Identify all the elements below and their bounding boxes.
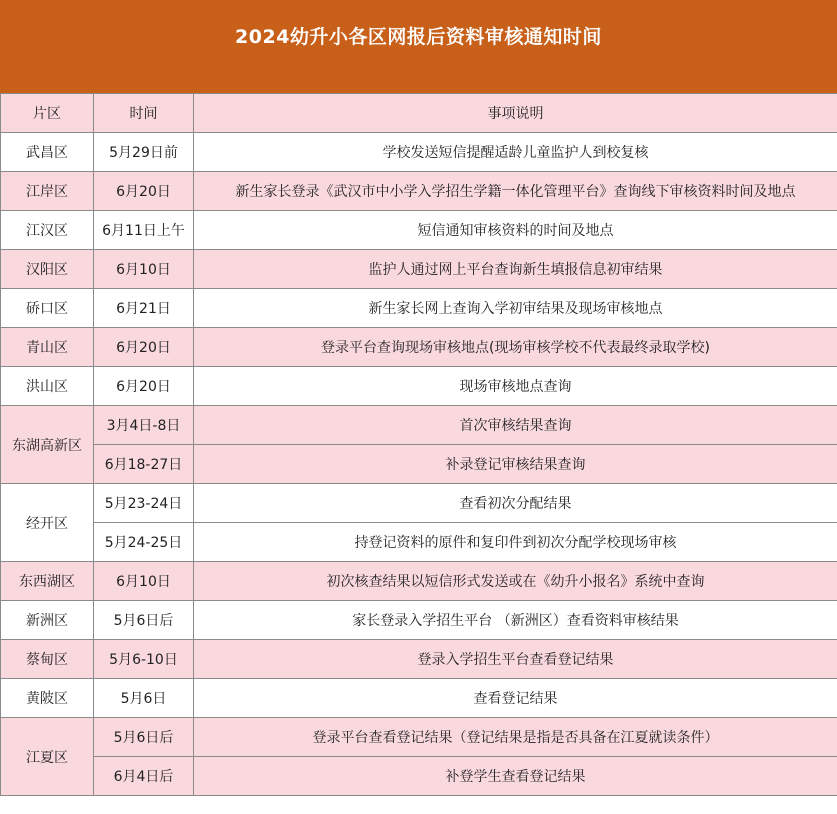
description-cell: 监护人通过网上平台查询新生填报信息初审结果 [194, 250, 837, 289]
description-cell: 短信通知审核资料的时间及地点 [194, 211, 837, 250]
time-cell: 6月11日上午 [94, 211, 194, 250]
table-row [1, 484, 837, 523]
description-cell: 新生家长登录《武汉市中小学入学招生学籍一体化管理平台》查询线下审核资料时间及地点 [194, 172, 837, 211]
description-cell: 首次审核结果查询 [194, 406, 837, 445]
table-row [1, 367, 837, 406]
district-cell: 江汉区 [1, 211, 94, 250]
district-cell: 汉阳区 [1, 250, 94, 289]
table-row [1, 679, 837, 718]
description-cell: 持登记资料的原件和复印件到初次分配学校现场审核 [194, 523, 837, 562]
time-cell: 5月29日前 [94, 133, 194, 172]
table-row [1, 601, 837, 640]
time-cell: 6月18-27日 [94, 445, 194, 484]
description-cell: 查看初次分配结果 [194, 484, 837, 523]
time-cell: 5月6日后 [94, 601, 194, 640]
description-cell: 登录入学招生平台查看登记结果 [194, 640, 837, 679]
table-row [1, 757, 837, 796]
time-cell: 6月10日 [94, 250, 194, 289]
time-cell: 3月4日-8日 [94, 406, 194, 445]
district-cell: 蔡甸区 [1, 640, 94, 679]
table-row [1, 328, 837, 367]
description-cell: 家长登录入学招生平台 （新洲区）查看资料审核结果 [194, 601, 837, 640]
table-row [1, 289, 837, 328]
table-row [1, 562, 837, 601]
description-cell: 登录平台查询现场审核地点(现场审核学校不代表最终录取学校) [194, 328, 837, 367]
time-cell: 5月23-24日 [94, 484, 194, 523]
table-row [1, 406, 837, 445]
description-cell: 新生家长网上查询入学初审结果及现场审核地点 [194, 289, 837, 328]
district-cell: 江夏区 [1, 718, 94, 796]
table-row [1, 523, 837, 562]
time-cell: 6月20日 [94, 172, 194, 211]
description-cell: 学校发送短信提醒适龄儿童监护人到校复核 [194, 133, 837, 172]
table-header-row [1, 94, 837, 133]
time-cell: 6月21日 [94, 289, 194, 328]
time-cell: 5月6日后 [94, 718, 194, 757]
table-row [1, 445, 837, 484]
table-row [1, 211, 837, 250]
header-district: 片区 [1, 94, 94, 133]
district-cell: 洪山区 [1, 367, 94, 406]
district-cell: 东西湖区 [1, 562, 94, 601]
header-description: 事项说明 [194, 94, 837, 133]
table-row [1, 718, 837, 757]
district-cell: 黄陂区 [1, 679, 94, 718]
time-cell: 6月20日 [94, 328, 194, 367]
schedule-table [0, 93, 837, 796]
description-cell: 补登学生查看登记结果 [194, 757, 837, 796]
time-cell: 6月20日 [94, 367, 194, 406]
table-row [1, 133, 837, 172]
description-cell: 初次核查结果以短信形式发送或在《幼升小报名》系统中查询 [194, 562, 837, 601]
header-time: 时间 [94, 94, 194, 133]
time-cell: 5月24-25日 [94, 523, 194, 562]
page-title: 2024幼升小各区网报后资料审核通知时间 [235, 26, 602, 48]
description-cell: 登录平台查看登记结果（登记结果是指是否具备在江夏就读条件） [194, 718, 837, 757]
time-cell: 6月10日 [94, 562, 194, 601]
district-cell: 东湖高新区 [1, 406, 94, 484]
table-row [1, 640, 837, 679]
time-cell: 5月6-10日 [94, 640, 194, 679]
description-cell: 查看登记结果 [194, 679, 837, 718]
district-cell: 硚口区 [1, 289, 94, 328]
time-cell: 5月6日 [94, 679, 194, 718]
district-cell: 新洲区 [1, 601, 94, 640]
table-row [1, 172, 837, 211]
time-cell: 6月4日后 [94, 757, 194, 796]
table-body [1, 133, 837, 796]
title-banner [0, 0, 837, 93]
description-cell: 补录登记审核结果查询 [194, 445, 837, 484]
district-cell: 江岸区 [1, 172, 94, 211]
district-cell: 青山区 [1, 328, 94, 367]
table-row [1, 250, 837, 289]
description-cell: 现场审核地点查询 [194, 367, 837, 406]
district-cell: 武昌区 [1, 133, 94, 172]
district-cell: 经开区 [1, 484, 94, 562]
